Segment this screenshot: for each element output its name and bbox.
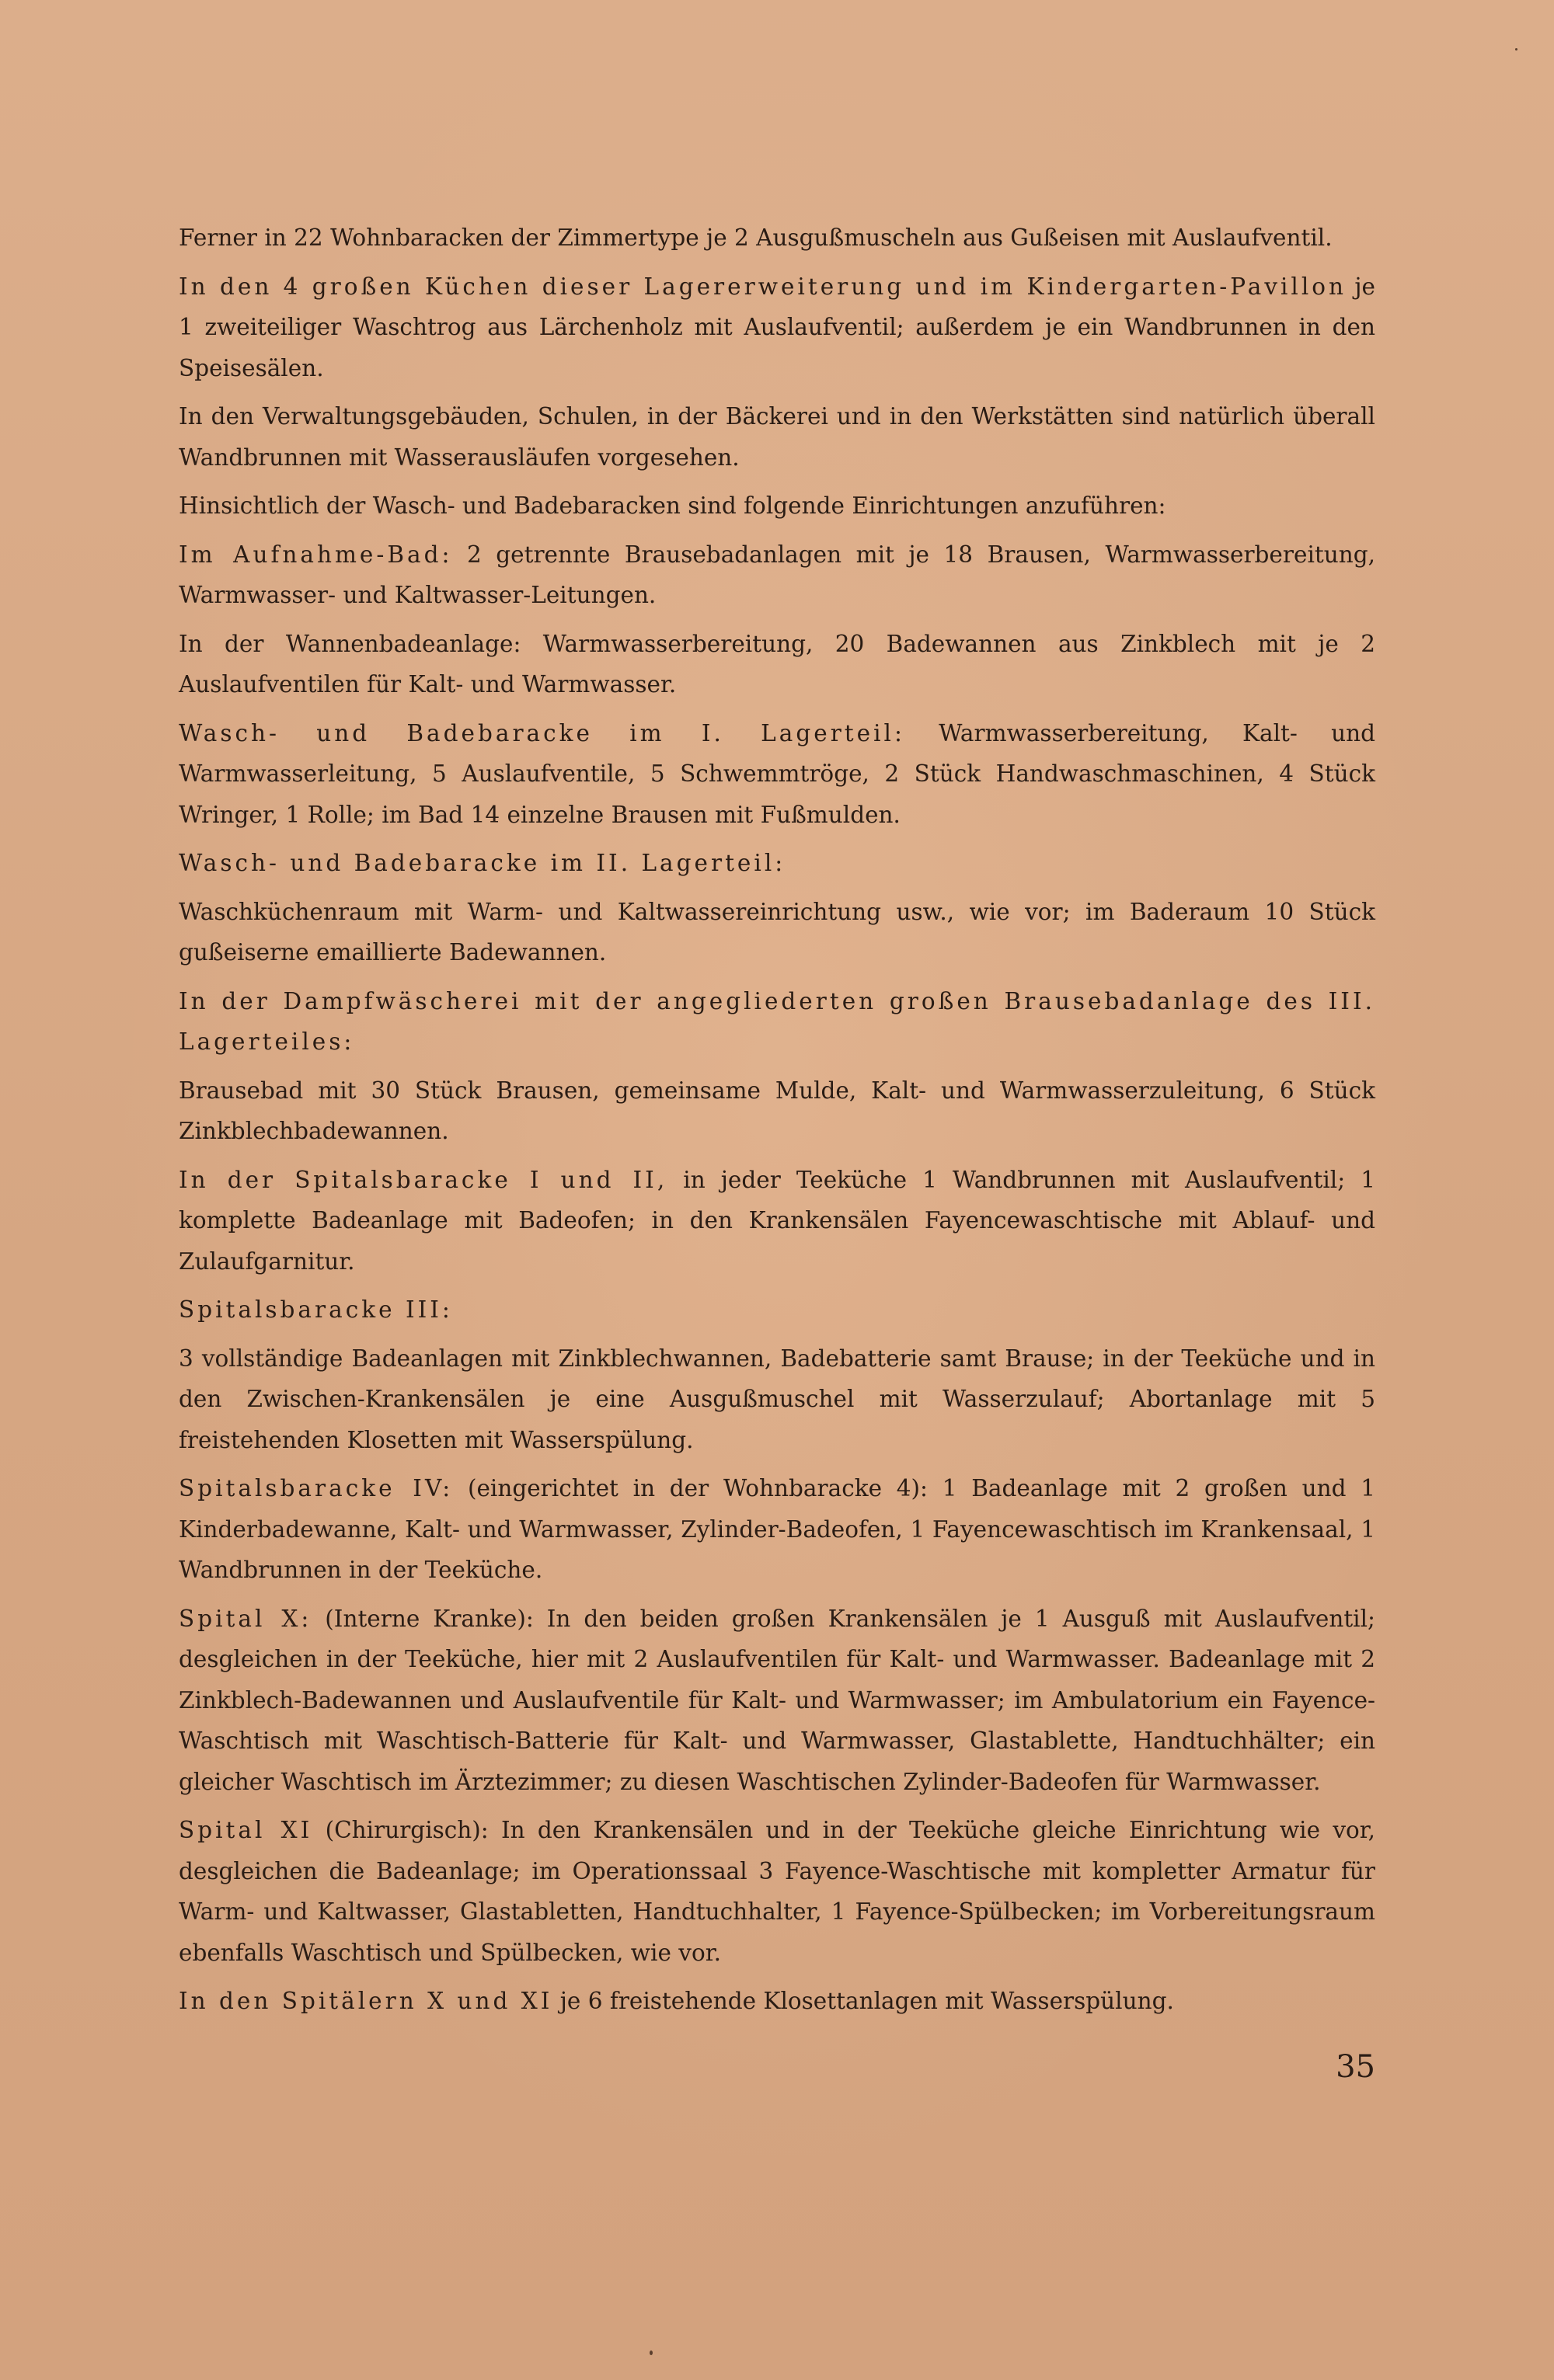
paragraph	[179, 1070, 1375, 1152]
paragraph	[179, 1338, 1375, 1461]
paragraph	[179, 892, 1375, 973]
paragraph-text: (Chirurgisch): In den Krankensälen und in der Teeküche gleiche Einrichtung wie vor, desgleichen die Badeanlage; im Operationssaal 3 Fayence-Waschtische mit kompletter Armatur für Warm- und Kaltwasser, Glastabletten, Handtuchhalter, 1 Fayence-Spülbecken; im Vorbereitungsraum ebenfalls Waschtisch und Spülbecken, wie vor.	[179, 1817, 1375, 1966]
paragraph	[179, 843, 1375, 884]
paragraph-text: Waschküchenraum mit Warm- und Kaltwassereinrichtung usw., wie vor; im Baderaum 10 Stück gußeiserne emaillierte Badewannen.	[179, 898, 1375, 966]
paragraph-text: Brausebad mit 30 Stück Brausen, gemeinsame Mulde, Kalt- und Warmwasserzuleitung, 6 Stück Zinkblechbadewannen.	[179, 1077, 1375, 1144]
paragraph-lead: In den 4 großen Küchen dieser Lagererweiterung und im Kindergarten-Pavillon	[179, 273, 1347, 300]
paragraph-text: In den Verwaltungsgebäuden, Schulen, in der Bäckerei und in den Werkstätten sind natürlich überall Wandbrunnen mit Wasserausläufen vorgesehen.	[179, 403, 1375, 471]
paragraph-lead: Wasch- und Badebaracke im II. Lagerteil:	[179, 850, 786, 876]
paragraph-lead: Im Aufnahme-Bad:	[179, 541, 453, 568]
paper-speck	[650, 2350, 653, 2355]
paragraph-text: (eingerichtet in der Wohnbaracke 4): 1 Badeanlage mit 2 großen und 1 Kinderbadewanne, Kalt- und Warmwasser, Zylinder-Badeofen, 1 Fayencewaschtisch im Krankensaal, 1 Wandbrunnen in der Teeküche.	[179, 1475, 1375, 1583]
paragraph	[179, 534, 1375, 616]
paragraph-lead: Spitalsbaracke IV:	[179, 1475, 454, 1501]
paragraph	[179, 1468, 1375, 1591]
paragraph	[179, 396, 1375, 478]
paragraph	[179, 1810, 1375, 1973]
paragraph	[179, 1981, 1375, 2022]
paper-speck	[1515, 48, 1517, 50]
paragraph-text: in jeder Teeküche 1 Wandbrunnen mit Auslaufventil; 1 komplette Badeanlage mit Badeofen; in den Krankensälen Fayencewaschtische mit Ablauf- und Zulaufgarnitur.	[179, 1166, 1375, 1275]
page-number: 35	[1336, 2049, 1375, 2085]
paragraph-text: je 6 freistehende Klosettanlagen mit Wasserspülung.	[552, 1988, 1174, 2014]
paragraph-lead: Spital X:	[179, 1605, 312, 1632]
body-text	[179, 217, 1375, 2030]
paragraph-lead: In der Spitalsbaracke I und II,	[179, 1166, 668, 1193]
paragraph-text: Ferner in 22 Wohnbaracken der Zimmertype je 2 Ausgußmuscheln aus Gußeisen mit Auslaufventil.	[179, 224, 1333, 251]
paragraph-lead: In den Spitälern X und XI	[179, 1988, 553, 2014]
paragraph-lead: In der Dampfwäscherei mit der angegliederten großen Brausebadanlage des III. Lagerteiles:	[179, 987, 1375, 1055]
paragraph-text: (Interne Kranke): In den beiden großen Krankensälen je 1 Ausguß mit Auslaufventil; desgleichen in der Teeküche, hier mit 2 Auslaufventilen für Kalt- und Warmwasser. Badeanlage mit 2 Zinkblech-Badewannen und Auslaufventile für Kalt- und Warmwasser; im Ambulatorium ein Fayence-Waschtisch mit Waschtisch-Batterie für Kalt- und Warmwasser, Glastablette, Handtuchhälter; ein gleicher Waschtisch im Ärztezimmer; zu diesen Waschtischen Zylinder-Badeofen für Warmwasser.	[179, 1605, 1375, 1795]
paragraph	[179, 217, 1375, 259]
paragraph-lead: Spitalsbaracke III:	[179, 1296, 453, 1323]
paragraph-text: In der Wannenbadeanlage: Warmwasserbereitung, 20 Badewannen aus Zinkblech mit je 2 Auslaufventilen für Kalt- und Warmwasser.	[179, 630, 1375, 698]
paragraph-text: Hinsichtlich der Wasch- und Badebaracken sind folgende Einrichtungen anzuführen:	[179, 492, 1166, 519]
paragraph	[179, 713, 1375, 836]
paragraph-lead: Spital XI	[179, 1817, 313, 1843]
paragraph	[179, 266, 1375, 389]
paragraph-text: 3 vollständige Badeanlagen mit Zinkblechwannen, Badebatterie samt Brause; in der Teeküche und in den Zwischen-Krankensälen je eine Ausgußmuschel mit Wasserzulauf; Abortanlage mit 5 freistehenden Klosetten mit Wasserspülung.	[179, 1345, 1375, 1453]
paragraph-lead: Wasch- und Badebaracke im I. Lagerteil:	[179, 719, 905, 746]
paragraph-text: je 1 zweiteiliger Waschtrog aus Lärchenholz mit Auslaufventil; außerdem je ein Wandbrunnen in den Speisesälen.	[179, 273, 1376, 381]
paragraph-text: 2 getrennte Brausebadanlagen mit je 18 Brausen, Warmwasserbereitung, Warmwasser- und Kaltwasser-Leitungen.	[179, 541, 1375, 608]
paragraph	[179, 1289, 1375, 1331]
paragraph-text: Warmwasserbereitung, Kalt- und Warmwasserleitung, 5 Auslaufventile, 5 Schwemmtröge, 2 Stück Handwaschmaschinen, 4 Stück Wringer, 1 Rolle; im Bad 14 einzelne Brausen mit Fußmulden.	[179, 719, 1375, 828]
paragraph	[179, 981, 1375, 1063]
paragraph	[179, 1160, 1375, 1282]
paragraph	[179, 1599, 1375, 1803]
paragraph	[179, 624, 1375, 705]
paragraph	[179, 485, 1375, 527]
